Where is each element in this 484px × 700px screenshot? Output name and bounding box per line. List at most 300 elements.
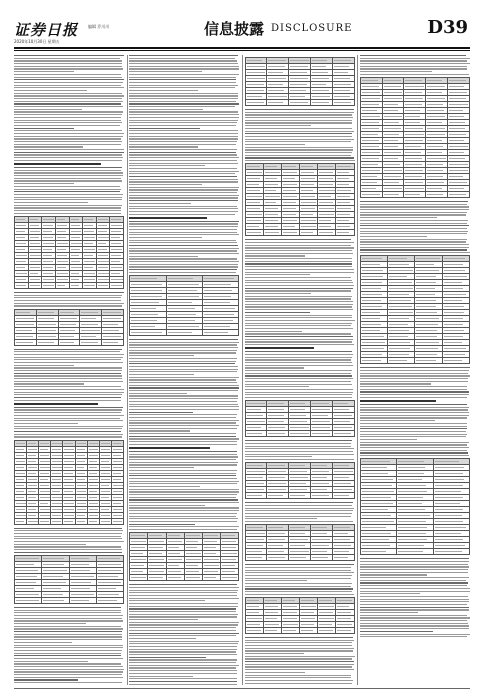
text-line bbox=[14, 412, 121, 413]
text-line bbox=[14, 383, 84, 384]
table-cell-text bbox=[362, 306, 382, 307]
table-cell-text bbox=[265, 220, 278, 221]
table-cell-text bbox=[168, 559, 183, 560]
table-cell-text bbox=[362, 288, 381, 289]
table-cell-text bbox=[337, 184, 349, 185]
text-line bbox=[360, 450, 467, 451]
text-line bbox=[245, 133, 352, 134]
table-cell bbox=[69, 282, 83, 288]
text-line bbox=[245, 258, 352, 259]
table-cell-text bbox=[384, 164, 401, 165]
text-line bbox=[14, 146, 83, 147]
text-line bbox=[245, 572, 354, 573]
table-cell-text bbox=[444, 348, 467, 349]
text-line bbox=[129, 524, 195, 525]
table-cell-text bbox=[319, 606, 334, 607]
text-line bbox=[129, 592, 237, 593]
table-cell-text bbox=[113, 479, 121, 480]
table-cell-text bbox=[247, 545, 263, 546]
text-line bbox=[14, 117, 121, 118]
table-cell bbox=[69, 597, 96, 603]
table-cell-text bbox=[81, 312, 97, 313]
text-line bbox=[129, 85, 238, 86]
table-cell-text bbox=[435, 521, 463, 522]
table-cell-text bbox=[312, 78, 329, 79]
text-line bbox=[129, 584, 237, 585]
text-line bbox=[129, 165, 205, 166]
table-cell-text bbox=[16, 225, 26, 226]
table-cell-text bbox=[43, 594, 62, 595]
text-line bbox=[129, 451, 237, 452]
text-line bbox=[129, 90, 198, 91]
table-cell-text bbox=[77, 467, 85, 468]
text-line bbox=[360, 58, 470, 59]
text-line bbox=[14, 610, 121, 611]
table-cell-text bbox=[312, 72, 328, 73]
table-cell-text bbox=[334, 84, 351, 85]
table-cell-text bbox=[111, 267, 122, 268]
table-cell-text bbox=[389, 330, 408, 331]
text-line bbox=[14, 354, 124, 355]
table-cell-text bbox=[247, 618, 262, 619]
table-cell-text bbox=[312, 415, 328, 416]
table-cell-text bbox=[268, 90, 284, 91]
table-cell-text bbox=[103, 318, 120, 319]
table-cell-text bbox=[435, 515, 463, 516]
table-cell-text bbox=[40, 461, 50, 462]
text-line bbox=[14, 623, 86, 624]
text-line bbox=[14, 295, 122, 296]
text-line bbox=[360, 569, 468, 570]
text-line bbox=[129, 385, 239, 386]
text-line bbox=[14, 189, 121, 190]
table-cell-text bbox=[389, 348, 410, 349]
table-cell-text bbox=[405, 86, 423, 87]
table-cell-text bbox=[113, 515, 122, 516]
text-line bbox=[129, 401, 237, 402]
table-cell-text bbox=[362, 503, 393, 504]
text-line bbox=[360, 68, 467, 69]
text-line bbox=[360, 604, 467, 605]
text-line bbox=[245, 317, 352, 318]
table-cell-text bbox=[38, 336, 56, 337]
table-cell-text bbox=[405, 116, 420, 117]
table-cell-text bbox=[204, 296, 231, 297]
table-cell-text bbox=[319, 202, 333, 203]
table-cell-text bbox=[312, 433, 330, 434]
table-cell-text bbox=[16, 318, 34, 319]
table-cell-text bbox=[43, 255, 52, 256]
table-cell-text bbox=[71, 243, 82, 244]
text-line bbox=[14, 407, 123, 408]
text-line bbox=[360, 426, 467, 427]
table-cell-text bbox=[268, 60, 285, 61]
table-cell-text bbox=[449, 104, 468, 105]
text-line bbox=[360, 249, 467, 250]
table-cell-text bbox=[52, 449, 61, 450]
text-line bbox=[14, 381, 123, 382]
section-heading-line bbox=[129, 217, 207, 219]
table-cell bbox=[42, 597, 69, 603]
text-line bbox=[245, 375, 352, 376]
table-cell-text bbox=[283, 190, 296, 191]
text-line bbox=[129, 95, 238, 96]
text-line bbox=[129, 114, 239, 115]
text-line bbox=[14, 389, 124, 390]
table-cell-text bbox=[362, 551, 386, 552]
table-cell-text bbox=[268, 477, 285, 478]
table-cell-text bbox=[384, 158, 398, 159]
table-cell bbox=[318, 230, 336, 236]
table-cell-text bbox=[416, 282, 436, 283]
table-cell-text bbox=[131, 308, 156, 309]
table-cell-text bbox=[435, 545, 466, 546]
data-table bbox=[245, 597, 355, 634]
text-line bbox=[129, 641, 239, 642]
table-cell-text bbox=[111, 255, 121, 256]
table-cell-text bbox=[312, 409, 330, 410]
table-cell-text bbox=[290, 90, 306, 91]
table-cell bbox=[281, 627, 299, 633]
table-cell bbox=[245, 493, 267, 499]
table-row bbox=[245, 100, 354, 106]
table-cell bbox=[332, 100, 354, 106]
table-cell-text bbox=[168, 553, 180, 554]
table-cell-text bbox=[40, 497, 49, 498]
text-line bbox=[14, 157, 123, 158]
table-cell-text bbox=[28, 461, 36, 462]
text-line bbox=[129, 456, 238, 457]
table-cell-text bbox=[77, 491, 87, 492]
table-cell-text bbox=[301, 232, 313, 233]
table-cell-text bbox=[89, 455, 98, 456]
editor-line: 编辑 乔川川 bbox=[88, 24, 110, 29]
table-cell-text bbox=[247, 78, 265, 79]
table-cell-text bbox=[398, 509, 425, 510]
text-line bbox=[14, 669, 124, 670]
text-line bbox=[245, 588, 353, 589]
text-line bbox=[129, 406, 239, 407]
table-cell-text bbox=[43, 243, 54, 244]
table-cell-text bbox=[222, 535, 234, 536]
text-line bbox=[129, 414, 237, 415]
table-cell-text bbox=[71, 279, 80, 280]
text-line bbox=[360, 577, 469, 578]
table-cell-text bbox=[427, 182, 444, 183]
table-cell-text bbox=[449, 188, 464, 189]
text-line bbox=[14, 420, 123, 421]
text-line bbox=[129, 510, 239, 511]
table-cell-text bbox=[449, 92, 467, 93]
table-cell-text bbox=[131, 320, 157, 321]
table-cell-text bbox=[405, 152, 421, 153]
table-cell-text bbox=[312, 489, 327, 490]
table-cell-text bbox=[64, 455, 74, 456]
text-line bbox=[129, 245, 237, 246]
text-line bbox=[14, 647, 123, 648]
table-cell-text bbox=[444, 330, 465, 331]
text-line bbox=[245, 125, 311, 126]
text-line bbox=[14, 549, 122, 550]
table-cell-text bbox=[247, 483, 264, 484]
table-cell-text bbox=[384, 182, 399, 183]
text-line bbox=[14, 68, 123, 69]
table-cell-text bbox=[389, 324, 408, 325]
text-line bbox=[129, 253, 239, 254]
table-cell-text bbox=[444, 342, 463, 343]
table-cell-text bbox=[16, 582, 36, 583]
table-cell-text bbox=[71, 582, 92, 583]
table-cell-text bbox=[16, 285, 26, 286]
table-cell-text bbox=[16, 485, 24, 486]
text-line bbox=[14, 98, 122, 99]
text-line bbox=[129, 82, 236, 83]
table-cell-text bbox=[204, 278, 234, 279]
table-cell-text bbox=[398, 551, 423, 552]
text-line bbox=[360, 434, 467, 435]
table-cell-text bbox=[290, 471, 307, 472]
text-line bbox=[360, 593, 420, 594]
text-line bbox=[245, 131, 354, 132]
table-cell-text bbox=[43, 231, 52, 232]
table-cell-text bbox=[449, 110, 463, 111]
text-line bbox=[129, 269, 237, 270]
table-cell-text bbox=[247, 433, 262, 434]
text-line bbox=[129, 502, 238, 503]
text-line bbox=[360, 431, 467, 432]
table-cell-text bbox=[71, 225, 80, 226]
text-line bbox=[245, 263, 353, 264]
text-line bbox=[245, 370, 353, 371]
text-line bbox=[245, 239, 352, 240]
table-cell-text bbox=[101, 455, 110, 456]
date-line: 2020年10月30日 星期五 bbox=[14, 39, 60, 44]
table-cell-text bbox=[28, 509, 36, 510]
text-line bbox=[14, 120, 121, 121]
table-cell-text bbox=[57, 273, 68, 274]
table-row bbox=[360, 358, 469, 364]
table-cell bbox=[51, 518, 63, 524]
table-cell-text bbox=[52, 461, 62, 462]
text-line bbox=[360, 55, 467, 56]
text-line bbox=[245, 285, 354, 286]
table-cell-text bbox=[265, 172, 280, 173]
table-cell-text bbox=[84, 225, 93, 226]
table-cell-text bbox=[449, 116, 464, 117]
table-cell-text bbox=[40, 479, 48, 480]
table-cell-text bbox=[384, 122, 400, 123]
text-line bbox=[14, 370, 122, 371]
text-line bbox=[360, 373, 468, 374]
text-line bbox=[129, 654, 237, 655]
text-line bbox=[245, 336, 353, 337]
table-cell-text bbox=[43, 273, 53, 274]
text-line bbox=[245, 325, 351, 326]
table-cell-text bbox=[16, 231, 25, 232]
text-line bbox=[245, 250, 353, 251]
text-line bbox=[245, 518, 317, 519]
table-cell-text bbox=[28, 455, 36, 456]
text-line bbox=[129, 526, 239, 527]
table-cell-text bbox=[247, 184, 259, 185]
table-cell bbox=[332, 555, 354, 561]
table-cell-text bbox=[290, 421, 307, 422]
table-cell-text bbox=[168, 571, 181, 572]
table-cell-text bbox=[98, 588, 116, 589]
text-line bbox=[245, 354, 354, 355]
table-cell-text bbox=[77, 521, 85, 522]
table-cell-text bbox=[384, 92, 402, 93]
text-line bbox=[245, 510, 353, 511]
table-cell bbox=[245, 100, 267, 106]
text-line bbox=[360, 566, 469, 567]
text-line bbox=[14, 199, 122, 200]
text-line bbox=[14, 653, 121, 654]
table-cell-text bbox=[416, 354, 437, 355]
table-cell bbox=[289, 431, 311, 437]
table-cell-text bbox=[435, 527, 466, 528]
table-cell bbox=[110, 282, 124, 288]
text-line bbox=[129, 651, 236, 652]
table-cell-text bbox=[84, 243, 93, 244]
text-line bbox=[245, 677, 351, 678]
text-line bbox=[129, 489, 239, 490]
column-divider bbox=[357, 55, 358, 685]
table-cell-text bbox=[168, 541, 182, 542]
text-line bbox=[129, 223, 238, 224]
table-cell-text bbox=[89, 449, 98, 450]
text-line bbox=[245, 144, 306, 145]
section-heading-line bbox=[14, 163, 101, 165]
text-line bbox=[360, 228, 468, 229]
table-cell-text bbox=[265, 618, 277, 619]
table-cell-text bbox=[398, 539, 426, 540]
table-cell-text bbox=[427, 158, 446, 159]
table-cell-text bbox=[28, 443, 36, 444]
masthead bbox=[14, 18, 470, 48]
text-line bbox=[360, 620, 468, 621]
text-line bbox=[14, 362, 123, 363]
table-cell-text bbox=[319, 226, 331, 227]
table-cell-text bbox=[98, 564, 121, 565]
table-cell-text bbox=[362, 521, 394, 522]
table-cell bbox=[310, 555, 332, 561]
text-line bbox=[245, 277, 351, 278]
table-cell-text bbox=[449, 170, 468, 171]
table-cell bbox=[388, 358, 415, 364]
table-cell-text bbox=[334, 421, 351, 422]
table-cell-text bbox=[398, 497, 423, 498]
text-line bbox=[14, 172, 123, 173]
table-cell bbox=[281, 230, 299, 236]
table-cell-text bbox=[247, 178, 261, 179]
table-cell-text bbox=[416, 300, 436, 301]
table-cell-text bbox=[283, 600, 295, 601]
text-line bbox=[245, 112, 354, 113]
text-line bbox=[245, 653, 304, 654]
text-line bbox=[14, 674, 122, 675]
table-cell-text bbox=[204, 547, 216, 548]
table-cell-text bbox=[16, 249, 25, 250]
table-cell-text bbox=[362, 491, 394, 492]
table-cell-text bbox=[362, 473, 388, 474]
table-cell bbox=[96, 282, 110, 288]
table-cell-text bbox=[40, 515, 50, 516]
table-cell-text bbox=[337, 630, 350, 631]
text-line bbox=[245, 288, 354, 289]
table-cell-text bbox=[247, 527, 263, 528]
table-cell-text bbox=[405, 128, 423, 129]
table-cell-text bbox=[247, 196, 262, 197]
table-cell-text bbox=[81, 318, 95, 319]
table-cell-text bbox=[312, 96, 330, 97]
table-cell-text bbox=[405, 164, 421, 165]
text-line bbox=[129, 387, 239, 388]
table-cell-text bbox=[28, 467, 37, 468]
table-cell-text bbox=[416, 294, 435, 295]
table-cell-text bbox=[334, 60, 351, 61]
table-cell-text bbox=[337, 202, 350, 203]
table-cell bbox=[336, 230, 354, 236]
text-line bbox=[245, 155, 352, 156]
table-cell-text bbox=[247, 172, 262, 173]
table-cell-text bbox=[268, 533, 285, 534]
table-cell-text bbox=[111, 225, 121, 226]
table-cell-text bbox=[334, 465, 349, 466]
table-cell-text bbox=[405, 188, 423, 189]
text-line bbox=[245, 454, 354, 455]
table-cell-text bbox=[290, 84, 307, 85]
text-line bbox=[245, 344, 355, 345]
table-cell-text bbox=[290, 427, 308, 428]
table-cell-text bbox=[77, 455, 86, 456]
text-line bbox=[245, 672, 305, 673]
text-line bbox=[360, 609, 469, 610]
text-line bbox=[245, 139, 355, 140]
table-cell-text bbox=[398, 491, 427, 492]
table-cell-text bbox=[416, 288, 434, 289]
table-cell-text bbox=[312, 102, 329, 103]
text-line bbox=[129, 608, 236, 609]
table-cell-text bbox=[283, 618, 297, 619]
text-line bbox=[360, 375, 470, 376]
text-line bbox=[360, 231, 468, 232]
table-cell-text bbox=[290, 96, 304, 97]
text-line bbox=[245, 675, 352, 676]
table-cell-text bbox=[362, 176, 377, 177]
table-cell-text bbox=[384, 194, 400, 195]
table-cell-text bbox=[301, 600, 314, 601]
text-line bbox=[14, 144, 121, 145]
table-cell-text bbox=[43, 267, 52, 268]
table-cell-text bbox=[247, 226, 260, 227]
table-cell-text bbox=[71, 237, 81, 238]
table-cell-text bbox=[89, 503, 99, 504]
table-cell bbox=[433, 549, 469, 555]
table-cell-text bbox=[268, 545, 283, 546]
text-line bbox=[129, 606, 238, 607]
text-line bbox=[360, 420, 435, 421]
table-cell-text bbox=[268, 465, 285, 466]
table-cell-text bbox=[312, 545, 329, 546]
table-cell-text bbox=[290, 551, 309, 552]
text-line bbox=[360, 206, 470, 207]
table-cell-text bbox=[427, 194, 442, 195]
text-line bbox=[14, 95, 124, 96]
text-line bbox=[129, 117, 238, 118]
table-cell-text bbox=[43, 600, 64, 601]
table-cell-text bbox=[435, 497, 463, 498]
